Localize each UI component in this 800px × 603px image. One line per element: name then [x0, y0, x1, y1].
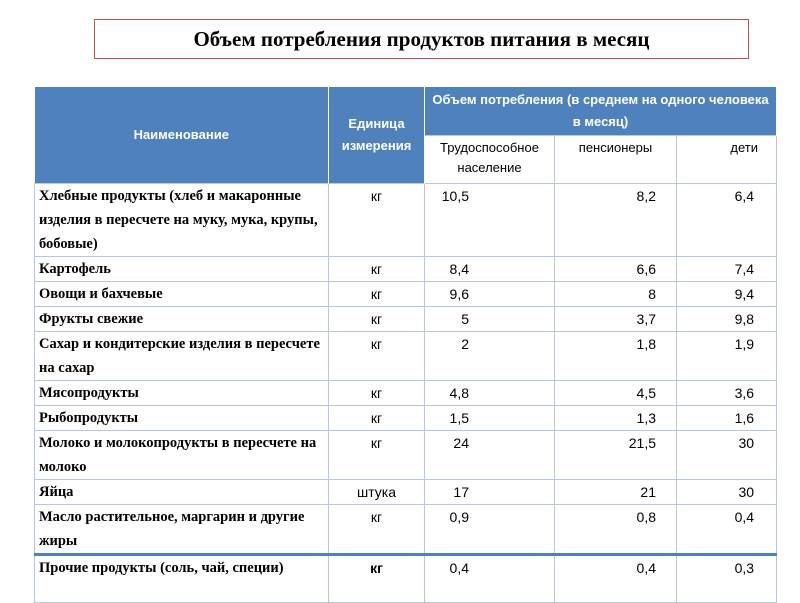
row-pensioners: 21,5	[555, 430, 677, 479]
row-unit: кг	[329, 281, 425, 306]
row-children: 0,3	[677, 554, 777, 602]
table-row	[35, 405, 777, 430]
header-working: Трудоспособное население	[425, 135, 555, 183]
table-row	[35, 504, 777, 554]
row-unit: кг	[329, 183, 425, 256]
row-unit: штука	[329, 479, 425, 504]
header-pensioners: пенсионеры	[555, 135, 677, 183]
table-row	[35, 554, 777, 602]
row-working: 5	[425, 306, 555, 331]
row-working: 4,8	[425, 380, 555, 405]
row-working: 9,6	[425, 281, 555, 306]
row-pensioners: 21	[555, 479, 677, 504]
row-unit: кг	[329, 256, 425, 281]
row-name: Сахар и кондитерские изделия в пересчете на сахар	[35, 331, 329, 380]
row-unit: кг	[329, 380, 425, 405]
row-working: 24	[425, 430, 555, 479]
row-children: 30	[677, 430, 777, 479]
page-title-text: Объем потребления продуктов питания в месяц	[193, 26, 650, 51]
row-working: 8,4	[425, 256, 555, 281]
consumption-table	[34, 87, 777, 603]
row-name: Мясопродукты	[35, 380, 329, 405]
row-name: Масло растительное, маргарин и другие жиры	[35, 504, 329, 554]
row-children: 1,9	[677, 331, 777, 380]
page-title	[94, 19, 749, 59]
row-children: 1,6	[677, 405, 777, 430]
table-row	[35, 430, 777, 479]
row-unit: кг	[329, 554, 425, 602]
table-body	[35, 183, 777, 602]
row-working: 10,5	[425, 183, 555, 256]
row-pensioners: 8,2	[555, 183, 677, 256]
row-children: 9,4	[677, 281, 777, 306]
header-children: дети	[677, 135, 777, 183]
row-working: 0,4	[425, 554, 555, 602]
row-name: Хлебные продукты (хлеб и макаронные изделия в пересчете на муку, мука, крупы, бобовые)	[35, 183, 329, 256]
header-name: Наименование	[35, 87, 329, 183]
row-name: Прочие продукты (соль, чай, специи)	[35, 554, 329, 602]
table-row	[35, 183, 777, 256]
header-volume: Объем потребления (в среднем на одного человека в месяц)	[425, 87, 777, 135]
row-pensioners: 0,8	[555, 504, 677, 554]
row-children: 0,4	[677, 504, 777, 554]
row-unit: кг	[329, 504, 425, 554]
table-row	[35, 256, 777, 281]
row-working: 17	[425, 479, 555, 504]
row-unit: кг	[329, 306, 425, 331]
table-row	[35, 380, 777, 405]
row-unit: кг	[329, 405, 425, 430]
row-working: 1,5	[425, 405, 555, 430]
row-name: Яйца	[35, 479, 329, 504]
row-unit: кг	[329, 430, 425, 479]
row-name: Овощи и бахчевые	[35, 281, 329, 306]
row-pensioners: 6,6	[555, 256, 677, 281]
table-row	[35, 479, 777, 504]
row-children: 7,4	[677, 256, 777, 281]
row-children: 9,8	[677, 306, 777, 331]
row-unit: кг	[329, 331, 425, 380]
row-name: Молоко и молокопродукты в пересчете на молоко	[35, 430, 329, 479]
row-pensioners: 0,4	[555, 554, 677, 602]
row-children: 6,4	[677, 183, 777, 256]
row-children: 30	[677, 479, 777, 504]
row-working: 0,9	[425, 504, 555, 554]
table-row	[35, 281, 777, 306]
row-name: Картофель	[35, 256, 329, 281]
row-pensioners: 4,5	[555, 380, 677, 405]
row-pensioners: 3,7	[555, 306, 677, 331]
row-name: Фрукты свежие	[35, 306, 329, 331]
row-pensioners: 8	[555, 281, 677, 306]
row-name: Рыбопродукты	[35, 405, 329, 430]
row-pensioners: 1,8	[555, 331, 677, 380]
header-unit: Единица измерения	[329, 87, 425, 183]
row-children: 3,6	[677, 380, 777, 405]
row-pensioners: 1,3	[555, 405, 677, 430]
table-row	[35, 306, 777, 331]
table-row	[35, 331, 777, 380]
row-working: 2	[425, 331, 555, 380]
